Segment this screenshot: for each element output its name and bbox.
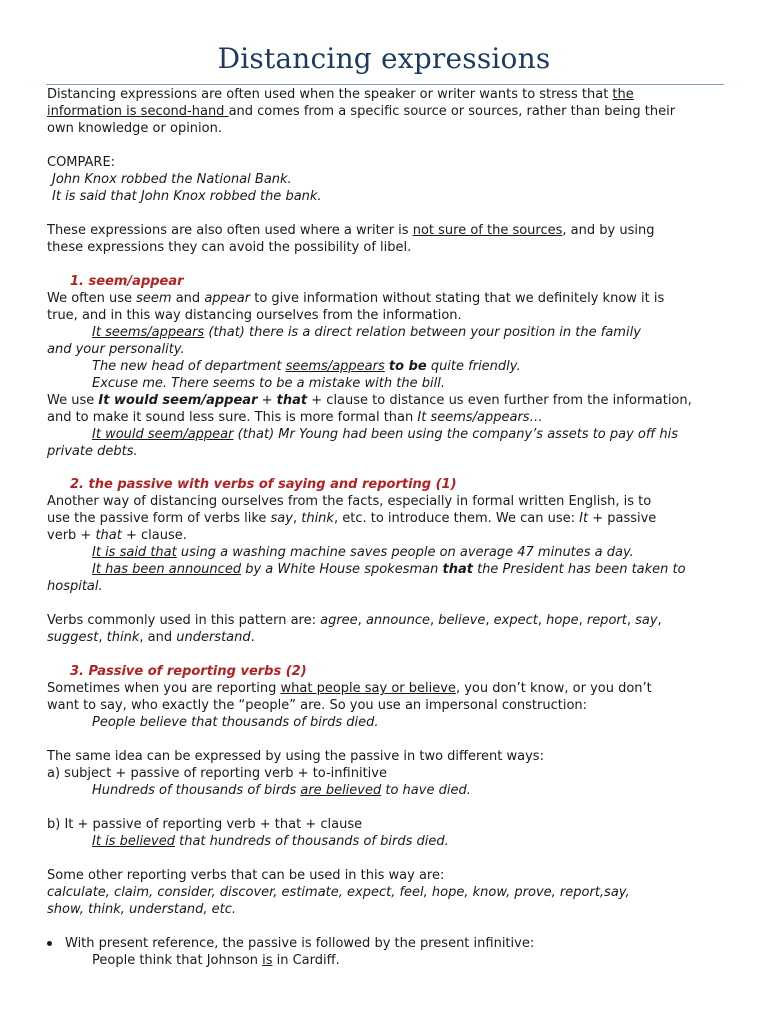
text: , and by using: [562, 223, 655, 238]
s1-example-2: [92, 358, 521, 375]
underlined-text: seems/appears: [285, 359, 385, 374]
libel-line-2: these expressions they can avoid the possibility of libel.: [47, 240, 412, 255]
s1-example-1: [92, 324, 641, 341]
text: quite friendly.: [426, 359, 521, 374]
s1-example-3: Excuse me. There seems to be a mistake with the bill.: [92, 376, 445, 391]
s3-bullet-text: With present reference, the passive is followed by the present infinitive:: [65, 936, 535, 951]
s3-other-verbs-line-2: show, think, understand, etc.: [47, 902, 237, 917]
s2-example-2: [92, 561, 686, 578]
text: These expressions are also often used where a writer is: [47, 223, 413, 238]
underlined-text: It is believed: [92, 834, 175, 849]
s3-bullet-example: [92, 952, 340, 969]
italic-text: that: [95, 528, 122, 543]
underlined-text: is: [262, 953, 273, 968]
intro-line-2: [47, 103, 675, 120]
s1-example-4-cont: private debts.: [47, 444, 138, 459]
text: , etc. to introduce them. We can use:: [333, 511, 580, 526]
compare-example-1: John Knox robbed the National Bank.: [52, 172, 292, 187]
s3-option-a-label: a) subject + passive of reporting verb + to-infinitive: [47, 766, 387, 781]
italic-text: appear: [204, 291, 251, 306]
text: to give information without stating that we definitely know it is: [250, 291, 665, 306]
underlined-text: the: [612, 87, 634, 102]
s2-para-line-3: [47, 527, 187, 544]
underlined-text: are believed: [300, 783, 382, 798]
text: + clause.: [121, 528, 187, 543]
text: People think that Johnson: [92, 953, 263, 968]
s3-option-b-label: b) It + passive of reporting verb + that + clause: [47, 817, 363, 832]
compare-label: COMPARE:: [47, 155, 116, 170]
s3-para-line-3: The same idea can be expressed by using the passive in two different ways:: [47, 749, 544, 764]
text: + passive: [588, 511, 657, 526]
libel-line-1: [47, 222, 654, 239]
s2-verbs-line-2: suggest, think, and understand.: [47, 630, 255, 645]
text: the President has been taken to: [472, 562, 686, 577]
s3-other-verbs-line-1: calculate, claim, consider, discover, estimate, expect, feel, hope, know, prove, report,say,: [47, 885, 630, 900]
text: Distancing expressions are often used when the speaker or writer wants to stress that: [47, 87, 613, 102]
verb-term: think: [106, 630, 140, 645]
s2-para-line-2: [47, 510, 656, 527]
bold-italic-text: It would seem/appear: [98, 393, 258, 408]
verb-term: agree: [320, 613, 358, 628]
text: use the passive form of verbs like: [47, 511, 271, 526]
text: ,: [292, 511, 302, 526]
s3-para-line-2: want to say, who exactly the “people” are. So you use an impersonal construction:: [47, 698, 588, 713]
compare-example-2: It is said that John Knox robbed the bank.: [52, 189, 322, 204]
italic-text: It seems/appears…: [417, 410, 543, 425]
bold-text: that: [442, 562, 473, 577]
s2-para-line-1: Another way of distancing ourselves from the facts, especially in formal written English, is to: [47, 494, 652, 509]
text: Hundreds of thousands of birds: [92, 783, 301, 798]
s1-para-line-1: [47, 290, 664, 307]
italic-text: think: [301, 511, 334, 526]
verb-term: announce: [365, 613, 430, 628]
s3-para-line-1: [47, 680, 652, 697]
italic-text: seem: [136, 291, 172, 306]
text: (that) there is a direct relation between your position in the family: [204, 325, 641, 340]
section-1-heading: 1. seem/appear: [70, 274, 184, 289]
underlined-text: It would seem/appear: [92, 427, 234, 442]
italic-text: It: [579, 511, 589, 526]
intro-line-3: own knowledge or opinion.: [47, 121, 222, 136]
bold-italic-text: that: [276, 393, 308, 408]
bold-text: to be: [388, 359, 427, 374]
text: + clause to distance us even further from the information,: [307, 393, 692, 408]
text: in Cardiff.: [272, 953, 340, 968]
italic-text: say: [270, 511, 293, 526]
s1-para-line-2: true, and in this way distancing ourselves from the information.: [47, 308, 462, 323]
underlined-text: It has been announced: [92, 562, 242, 577]
bullet-dot-icon: [47, 941, 52, 946]
title-divider: [46, 84, 724, 85]
text: The new head of department: [92, 359, 286, 374]
text: that hundreds of thousands of birds died.: [175, 834, 449, 849]
text: and to make it sound less sure. This is more formal than: [47, 410, 418, 425]
section-2-heading: 2. the passive with verbs of saying and reporting (1): [70, 477, 457, 492]
verb-term: believe: [438, 613, 486, 628]
s1-para-line-3: [47, 392, 692, 409]
text: to have died.: [381, 783, 471, 798]
text: We use: [47, 393, 99, 408]
underlined-text: It seems/appears: [92, 325, 205, 340]
s2-example-1: [92, 544, 634, 561]
text: by a White House spokesman: [241, 562, 443, 577]
text: and: [171, 291, 205, 306]
s3-option-b-example: [92, 833, 449, 850]
s1-example-1-cont: and your personality.: [47, 342, 185, 357]
s2-verbs-line-1: Verbs commonly used in this pattern are: agree, announce, believe, expect, hope, report, say,: [47, 613, 662, 628]
text: verb +: [47, 528, 96, 543]
text: We often use: [47, 291, 137, 306]
s1-example-4: [92, 426, 678, 443]
text: Verbs commonly used in this pattern are:: [47, 613, 321, 628]
s3-example-1: People believe that thousands of birds died.: [92, 715, 379, 730]
page-title: Distancing expressions: [217, 42, 551, 75]
verb-term: expect: [493, 613, 538, 628]
s3-other-verbs-intro: Some other reporting verbs that can be used in this way are:: [47, 868, 445, 883]
verb-term: understand: [176, 630, 251, 645]
s2-example-2-cont: hospital.: [47, 579, 103, 594]
text: , you don’t know, or you don’t: [455, 681, 652, 696]
underlined-text: It is said that: [92, 545, 177, 560]
intro-line-1: [47, 86, 634, 103]
text: (that) Mr Young had been using the company’s assets to pay off his: [233, 427, 679, 442]
text: +: [257, 393, 277, 408]
verb-term: hope: [546, 613, 579, 628]
text: and comes from a specific source or sources, rather than being their: [228, 104, 676, 119]
verb-term: suggest: [47, 630, 99, 645]
s1-para-line-4: [47, 409, 543, 426]
underlined-text: what people say or believe: [280, 681, 456, 696]
text: Sometimes when you are reporting: [47, 681, 281, 696]
s3-option-a-example: [92, 782, 471, 799]
underlined-text: information is second-hand: [47, 104, 229, 119]
verb-term: report: [586, 613, 627, 628]
underlined-text: not sure of the sources: [412, 223, 563, 238]
text: using a washing machine saves people on average 47 minutes a day.: [176, 545, 634, 560]
verb-term: say: [635, 613, 658, 628]
section-3-heading: 3. Passive of reporting verbs (2): [70, 664, 307, 679]
